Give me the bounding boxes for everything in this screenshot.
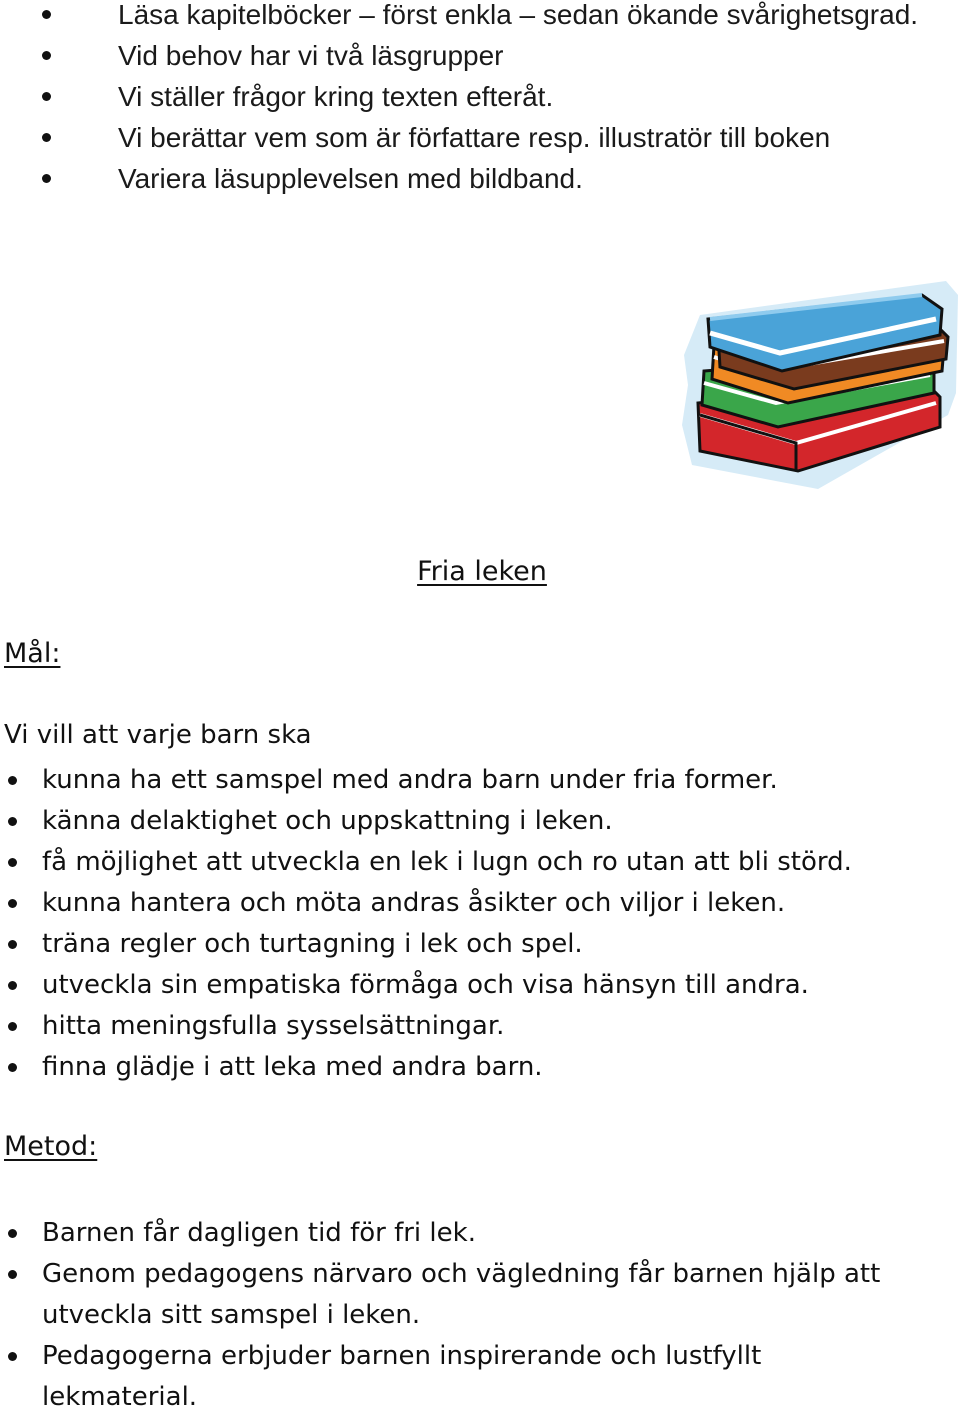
goal-item-text: känna delaktighet och uppskattning i leken. — [42, 806, 613, 836]
goal-item-text: träna regler och turtagning i lek och spel. — [42, 929, 583, 959]
goal-item-text: utveckla sin empatiska förmåga och visa hänsyn till andra. — [42, 970, 809, 1000]
method-item-text: Barnen får dagligen tid för fri lek. — [42, 1218, 476, 1248]
goal-item — [0, 883, 960, 924]
goal-item-text: finna glädje i att leka med andra barn. — [42, 1052, 543, 1082]
reading-item — [0, 76, 960, 117]
method-list — [0, 1213, 960, 1418]
goal-item-text: kunna hantera och möta andras åsikter och viljor i leken. — [42, 888, 786, 918]
goal-item — [0, 1006, 960, 1047]
reading-item — [0, 117, 960, 158]
reading-item-text: Vid behov har vi två läsgrupper — [118, 40, 504, 71]
reading-item-text: Läsa kapitelböcker – först enkla – sedan ökande svårighetsgrad. — [118, 0, 919, 30]
goal-item-text: få möjlighet att utveckla en lek i lugn och ro utan att bli störd. — [42, 847, 852, 877]
method-item-text: Pedagogerna erbjuder barnen inspirerande och lustfyllt lekmaterial. — [42, 1341, 762, 1412]
reading-item-text: Vi berättar vem som är författare resp. illustratör till boken — [118, 122, 831, 153]
goal-intro: Vi vill att varje barn ska — [4, 720, 312, 750]
section-title: Fria leken — [417, 556, 547, 587]
reading-item — [0, 0, 960, 35]
goal-item — [0, 801, 960, 842]
goal-list — [0, 760, 960, 1088]
reading-item — [0, 35, 960, 76]
reading-item — [0, 158, 960, 199]
reading-item-text: Vi ställer frågor kring texten efteråt. — [118, 81, 554, 112]
reading-item-text: Variera läsupplevelsen med bildband. — [118, 163, 583, 194]
goal-item-text: kunna ha ett samspel med andra barn under fria former. — [42, 765, 778, 795]
method-item — [0, 1213, 960, 1254]
goal-item — [0, 760, 960, 801]
reading-list — [0, 0, 960, 199]
goal-item-text: hitta meningsfulla sysselsättningar. — [42, 1011, 505, 1041]
goal-item — [0, 1047, 960, 1088]
books-stack-icon — [678, 275, 960, 491]
method-item — [0, 1254, 960, 1336]
goal-item — [0, 924, 960, 965]
goal-heading: Mål: — [4, 638, 61, 669]
goal-item — [0, 842, 960, 883]
method-item-text: Genom pedagogens närvaro och vägledning får barnen hjälp att utveckla sitt samspel i leken. — [42, 1259, 881, 1330]
method-item — [0, 1336, 960, 1418]
method-heading: Metod: — [4, 1131, 98, 1162]
goal-item — [0, 965, 960, 1006]
